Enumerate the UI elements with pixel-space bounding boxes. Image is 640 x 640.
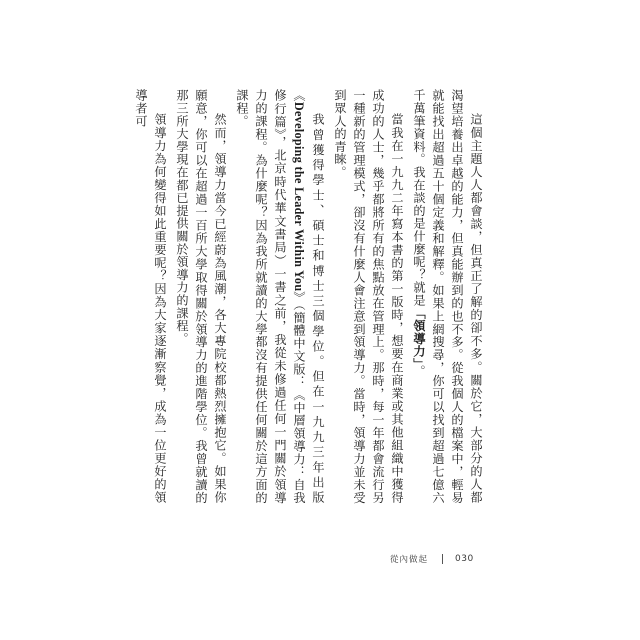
- paragraph-text: 》（簡體中文版：《中層領導力：自我修行篇》，北京時代華文書局）一書之前，我從未修過任何一門關於領導力的課程。為什麼呢？因為我所就讀的大學都沒有提供任何關於這方面的課程。: [235, 89, 306, 504]
- latin-title: Developing the Leader Within You: [292, 101, 306, 292]
- page-number: 030: [455, 554, 474, 564]
- emphasized-term: 「領導力」: [412, 306, 426, 365]
- paragraph-text: 領導力為何變得如此重要呢？因為大家逐漸察覺，成為一位更好的領導者可: [134, 89, 167, 504]
- page-footer: [390, 552, 474, 566]
- paragraph-p2: [330, 89, 406, 504]
- paragraph-p1: [409, 89, 485, 504]
- paragraph-text: 然而，領導力當今已經蔚為風潮，各大專院校都熱烈擁抱它。如果你願意，你可以在超過一百所大學取得關於領導力的進階學位。我曾就讀的那三所大學現在都已提供關於領導力的課程。: [175, 89, 227, 504]
- paragraph-text: 。: [412, 364, 426, 378]
- paragraph-p5: [131, 89, 169, 504]
- paragraph-text: 當我在一九九二年寫本書的第一版時，想要在商業或其他組織中獲得成功的人士，幾乎都將所有的焦點放在管理上。那時，每一年都會流行另一種新的管理模式，卻沒有什麼人會注意到領導力。當時，領導力並未受到眾人的青睞。: [333, 89, 404, 504]
- paragraph-p4: [172, 89, 229, 504]
- paragraph-p3: [232, 89, 327, 504]
- body-text-block: [134, 89, 485, 504]
- paragraph-text: 我曾獲得學士、碩士和博士三個學位。但在一九九三年出版《: [292, 89, 325, 504]
- paragraph-text: 這個主題人人都會談，但真正了解的卻不多。關於它，大部分的人都渴望培養出卓越的能力，但真能辦到的也不多。從我個人的檔案中，輕易就能找出超過五十個定義和解釋。如果上網搜尋，你可以找到超過七億六千萬筆資料。我在談的是什麼呢？就是: [412, 89, 483, 504]
- footer-divider: [442, 554, 443, 564]
- running-title: 從內做起: [390, 555, 429, 565]
